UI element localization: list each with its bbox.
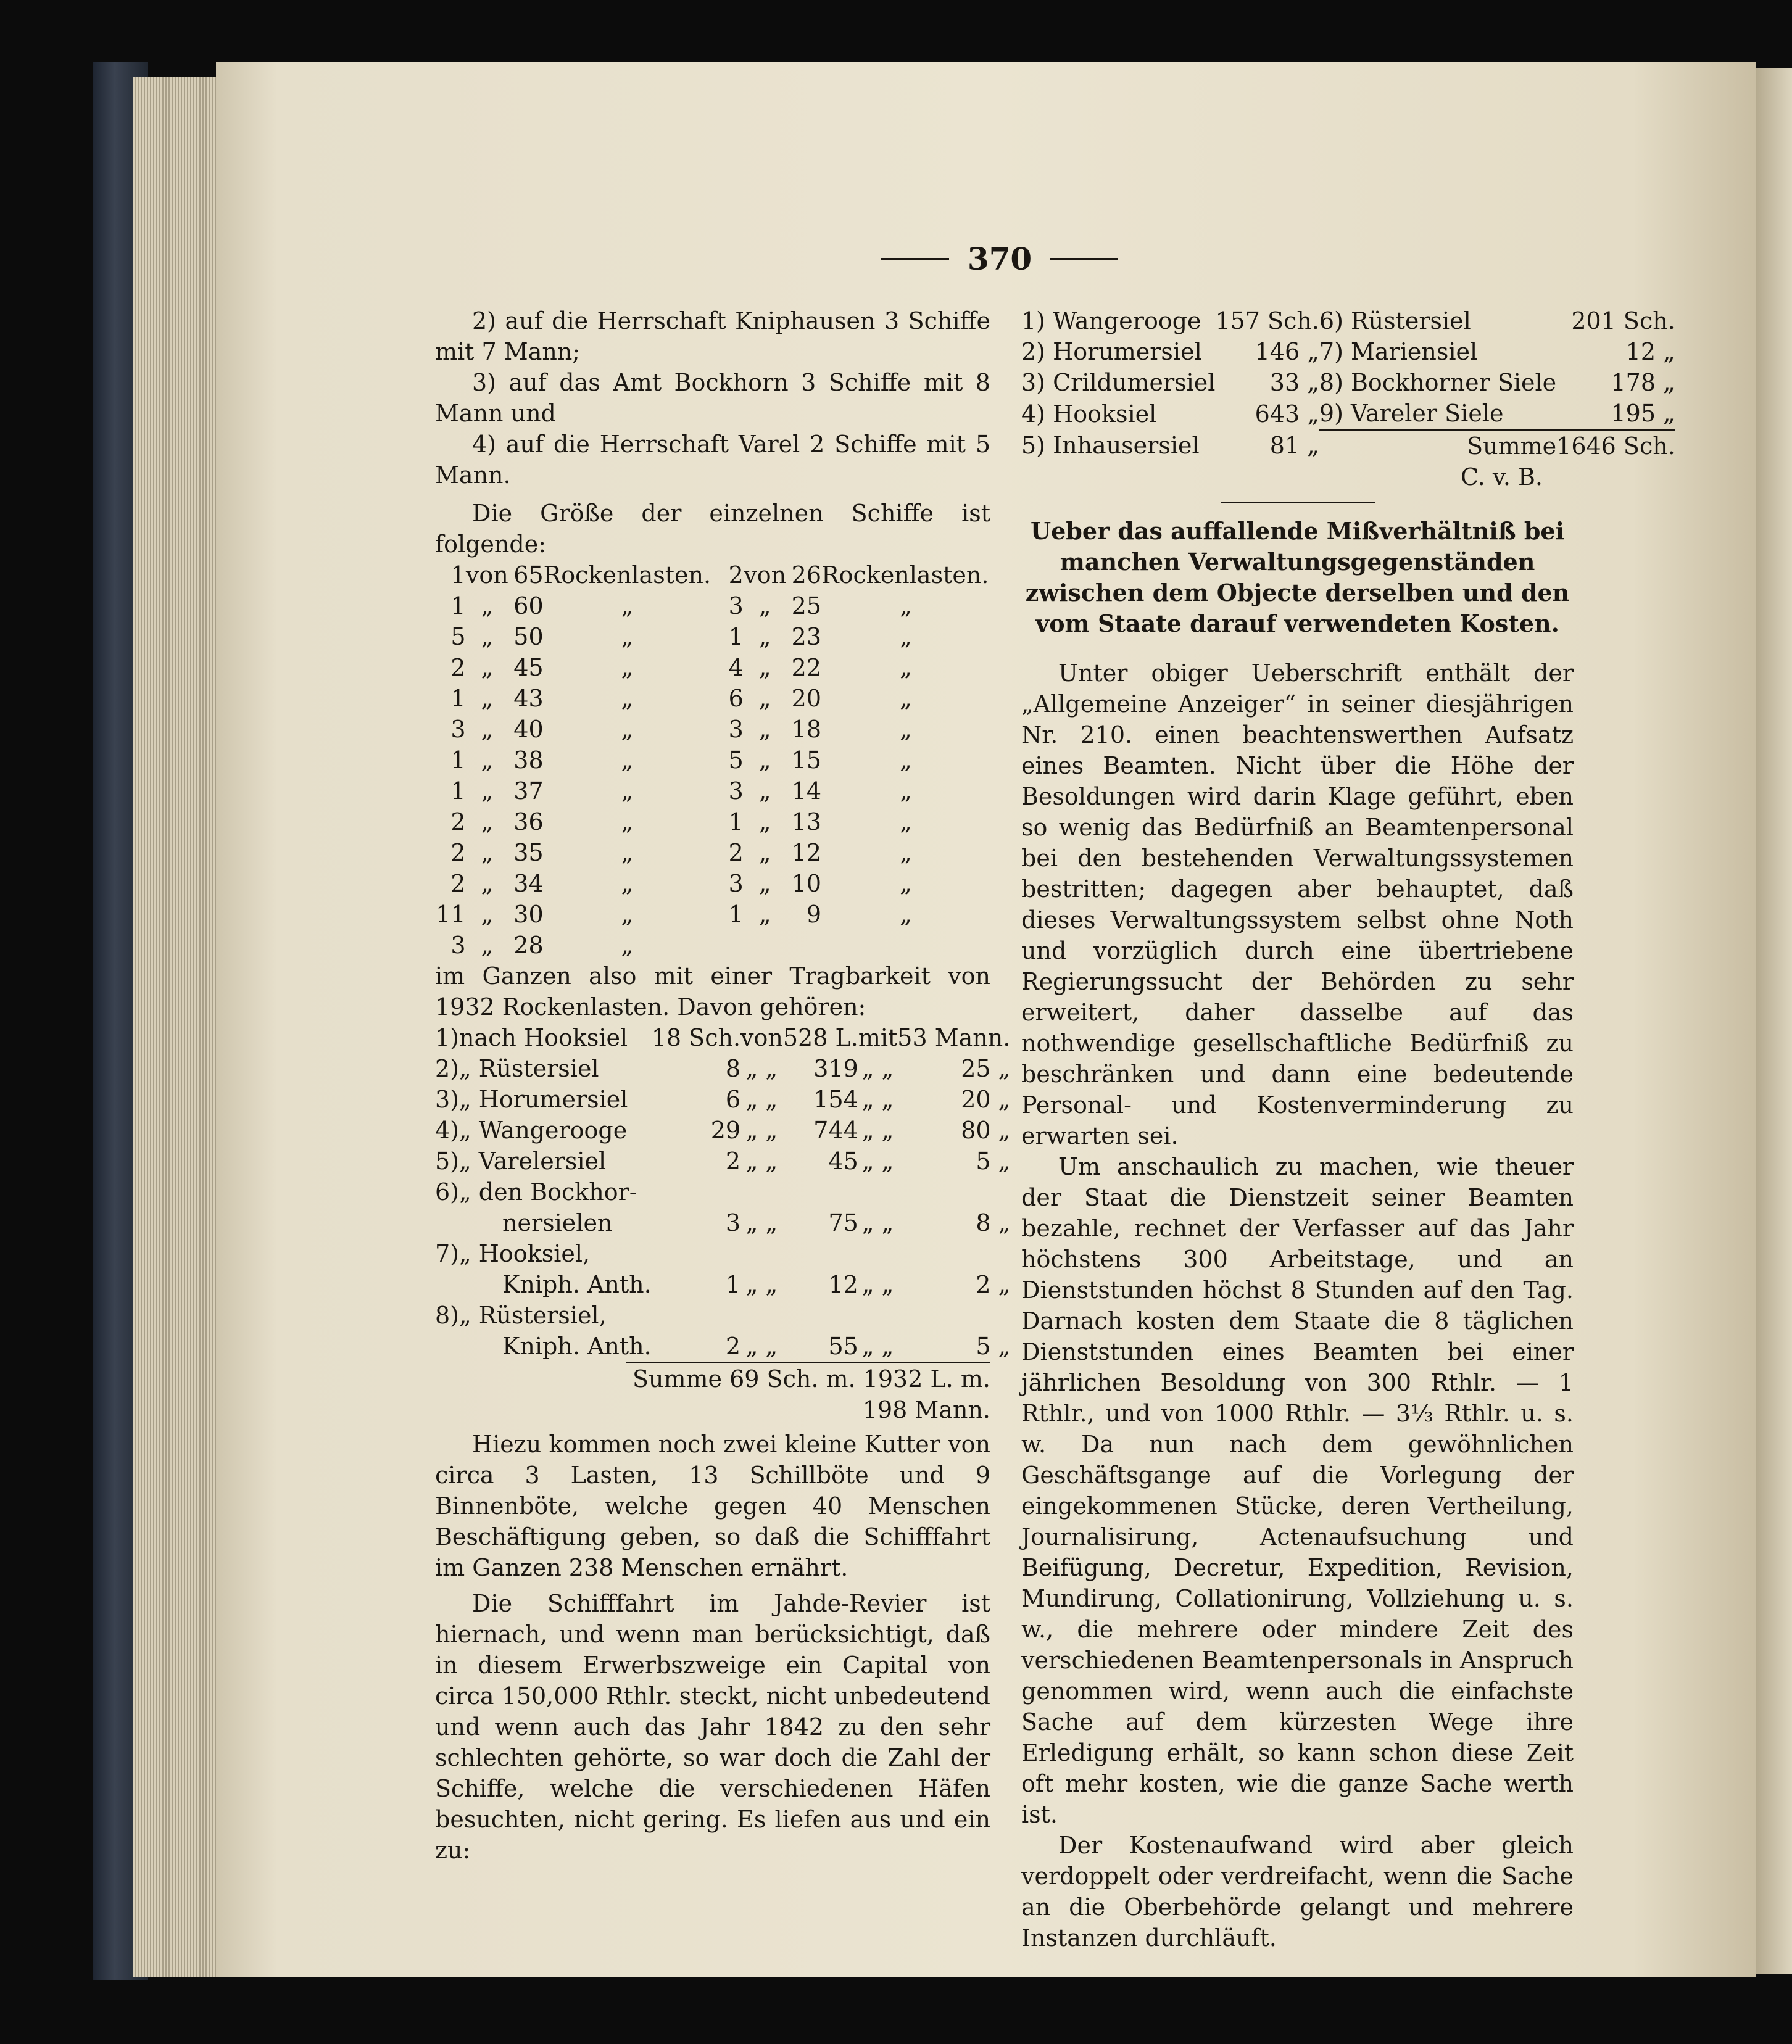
ship-cell: „ bbox=[758, 839, 771, 866]
visit-cell: 2) Horumersiel bbox=[1021, 338, 1202, 365]
port-cell bbox=[435, 1207, 459, 1238]
port-cell bbox=[783, 1300, 858, 1331]
ship-cell: 15 bbox=[791, 747, 822, 774]
ship-cell: 1 bbox=[450, 777, 466, 805]
port-cell: „ Hooksiel, bbox=[459, 1240, 591, 1267]
right-column bbox=[1021, 305, 1675, 1953]
port-cell bbox=[783, 1177, 858, 1207]
ship-cell: „ bbox=[621, 623, 634, 650]
port-cell: „ den Bockhor- bbox=[459, 1178, 637, 1206]
port-cell: „ „ bbox=[861, 1333, 894, 1360]
visit-cell: 195 „ bbox=[1611, 400, 1675, 427]
ship-cell: „ bbox=[621, 839, 634, 866]
ship-cell: „ bbox=[621, 716, 634, 743]
port-cell bbox=[897, 1238, 1010, 1269]
ship-cell: 6 bbox=[728, 685, 744, 712]
port-cell: 744 bbox=[813, 1117, 858, 1144]
ship-cell: „ bbox=[621, 870, 634, 897]
right-paragraph-2: Um anschaulich zu machen, wie theuer der Staat die Dienstzeit seiner Beamten bezahle, rechnet der Verfasser auf das Jahr höchstens 300 Arbeitstage, und an Dienststunden höchst 8 Stunden auf den Tag. Darnach kosten dem Staate die 8 täglichen Dienststunden eines Beamten bei einer jährlichen Besoldung von 300 Rthlr. — 1 Rthlr., und von 1000 Rthlr. — 3⅓ Rthlr. u. s. w. Da nun nach dem gewöhnlichen Geschäftsgange auf die Vorlegung der eingekommenen Stücke, deren Vertheilung, Journalisirung, Actenaufsuchung und Beifügung, Decretur, Expedition, Revision, Mundirung, Collationirung, Vollziehung u. s. w., die mehrere oder mindere Zeit des verschiedenen Beamtenpersonals in Anspruch genommen wird, wenn auch die einfachste Sache auf dem kürzesten Wege ihre Erledigung erhält, so kann schon diese Zeit oft mehr kosten, wie die ganze Sache werth ist. bbox=[1021, 1153, 1574, 1828]
ship-cell: „ bbox=[758, 747, 771, 774]
ship-cell: 5 bbox=[450, 623, 466, 650]
ship-cell: 1 bbox=[728, 808, 744, 835]
port-cell: 319 bbox=[813, 1055, 858, 1082]
left-paragraph-5: im Ganzen also mit einer Tragbarkeit von 1932 Rockenlasten. Davon gehören: bbox=[435, 962, 990, 1020]
port-cell: 2) bbox=[435, 1055, 460, 1082]
port-cell: 1 bbox=[725, 1271, 741, 1298]
table-row bbox=[435, 899, 990, 930]
left-column bbox=[435, 305, 1011, 1866]
left-paragraph-6: Hiezu kommen noch zwei kleine Kutter von circa 3 Lasten, 13 Schillböte und 9 Binnenböte, welche gegen 40 Menschen Beschäftigung geben, so daß die Schifffahrt im Ganzen 238 Menschen ernährt. bbox=[435, 1431, 990, 1581]
port-cell bbox=[435, 1269, 459, 1300]
visit-cell: 9) Vareler Siele bbox=[1319, 400, 1504, 427]
ship-cell: „ bbox=[758, 901, 771, 928]
table-row bbox=[435, 1177, 1010, 1207]
ship-cell: 25 bbox=[791, 592, 822, 619]
page-number: 370 bbox=[967, 241, 1032, 277]
ship-cell: „ bbox=[900, 685, 912, 712]
port-cell: von bbox=[740, 1024, 783, 1051]
ship-cell: 35 bbox=[513, 839, 544, 866]
table-row bbox=[1021, 305, 1675, 336]
ship-cell: 18 bbox=[791, 716, 822, 743]
port-cell bbox=[740, 1238, 783, 1269]
visit-cell: 12 „ bbox=[1625, 338, 1675, 365]
ship-cell: 4 bbox=[728, 654, 744, 681]
ship-cell: 11 bbox=[436, 901, 466, 928]
visit-cell: 146 „ bbox=[1255, 338, 1319, 365]
ship-cell bbox=[744, 930, 787, 961]
port-cell: 8 „ bbox=[976, 1209, 1011, 1236]
ship-cell: „ bbox=[900, 839, 912, 866]
left-paragraph-1: 2) auf die Herrschaft Kniphausen 3 Schiffe mit 7 Mann; bbox=[435, 307, 990, 365]
ship-cell: 20 bbox=[791, 685, 822, 712]
ship-cell: 23 bbox=[791, 623, 822, 650]
port-cell: „ „ bbox=[861, 1055, 894, 1082]
port-cell: „ „ bbox=[745, 1271, 778, 1298]
ship-cell: „ bbox=[900, 747, 912, 774]
port-cell: 154 bbox=[813, 1086, 858, 1113]
visit-cell: 6) Rüstersiel bbox=[1319, 307, 1471, 334]
ship-cell: „ bbox=[621, 777, 634, 805]
port-cell: „ Rüstersiel bbox=[459, 1055, 599, 1082]
ship-cell: 60 bbox=[513, 592, 544, 619]
port-cell: „ „ bbox=[745, 1209, 778, 1236]
ship-cell: „ bbox=[621, 808, 634, 835]
visit-cell: 178 „ bbox=[1611, 369, 1675, 396]
ship-cell: von bbox=[744, 561, 787, 589]
ship-cell: Rockenlasten. bbox=[543, 561, 711, 589]
port-cell: 6 bbox=[725, 1086, 741, 1113]
ship-cell: „ bbox=[758, 623, 771, 650]
ship-cell: „ bbox=[481, 716, 494, 743]
ship-cell: „ bbox=[900, 870, 912, 897]
port-cell: „ „ bbox=[861, 1117, 894, 1144]
header-rule-right bbox=[1050, 258, 1118, 260]
port-cell: 2 „ bbox=[976, 1271, 1011, 1298]
left-paragraph-4: Die Größe der einzelnen Schiffe ist folgende: bbox=[435, 500, 990, 558]
page-header bbox=[839, 241, 1160, 284]
ship-cell: 2 bbox=[728, 839, 744, 866]
ship-cell: „ bbox=[758, 685, 771, 712]
left-paragraph-2: 3) auf das Amt Bockhorn 3 Schiffe mit 8 Mann und bbox=[435, 369, 990, 427]
port-cell: „ „ bbox=[745, 1055, 778, 1082]
port-cell bbox=[858, 1238, 897, 1269]
port-cell: „ Rüstersiel, bbox=[459, 1302, 607, 1329]
ship-cell: Rockenlasten. bbox=[821, 561, 989, 589]
left-paragraph-7: Die Schifffahrt im Jahde-Revier ist hiernach, und wenn man berücksichtigt, daß in diesem Erwerbszweige ein Capital von circa 150,000 Rthlr. steckt, nicht unbedeutend und wenn auch das Jahr 1842 zu den sehr schlechten gehörte, so war doch die Zahl der Schiffe, welche die verschiedenen Häfen besuchten, nicht gering. Es liefen aus und ein zu: bbox=[435, 1590, 990, 1864]
visit-cell: 8) Bockhorner Siele bbox=[1319, 369, 1557, 396]
ship-cell: 1 bbox=[450, 747, 466, 774]
port-cell: 528 L. bbox=[782, 1024, 858, 1051]
port-cell bbox=[435, 1331, 459, 1362]
ship-cell: „ bbox=[621, 932, 634, 959]
table-row bbox=[435, 1022, 1010, 1053]
ship-cell: 2 bbox=[450, 870, 466, 897]
table-row bbox=[435, 683, 990, 714]
ship-cell: „ bbox=[621, 685, 634, 712]
ship-cell: „ bbox=[758, 716, 771, 743]
ship-cell: 3 bbox=[728, 777, 744, 805]
visit-cell: Summe bbox=[1319, 430, 1556, 462]
port-cell bbox=[652, 1300, 740, 1331]
ship-cell: 5 bbox=[728, 747, 744, 774]
port-cell: „ Wangerooge bbox=[459, 1117, 628, 1144]
table-row bbox=[435, 837, 990, 868]
port-cell: „ „ bbox=[861, 1271, 894, 1298]
table-row bbox=[435, 868, 990, 899]
ship-cell: „ bbox=[621, 592, 634, 619]
ship-cell: „ bbox=[481, 932, 494, 959]
port-cell: „ „ bbox=[745, 1148, 778, 1175]
port-cell: 7) bbox=[435, 1240, 460, 1267]
port-cell bbox=[897, 1300, 1010, 1331]
signature: C. v. B. bbox=[1461, 463, 1543, 490]
ship-cell: „ bbox=[621, 747, 634, 774]
port-cell bbox=[897, 1177, 1010, 1207]
ship-cell: 2 bbox=[450, 839, 466, 866]
port-cell: Kniph. Anth. bbox=[502, 1271, 652, 1298]
table-row bbox=[435, 1084, 1010, 1115]
visit-cell: 3) Crildumersiel bbox=[1021, 369, 1216, 396]
visit-cell: 201 Sch. bbox=[1571, 307, 1675, 334]
visit-cell: 33 „ bbox=[1269, 369, 1319, 396]
ship-cell: 50 bbox=[513, 623, 544, 650]
ship-cell: „ bbox=[481, 870, 494, 897]
ship-cell: 2 bbox=[450, 654, 466, 681]
ship-cell: 36 bbox=[513, 808, 544, 835]
port-cell: „ „ bbox=[745, 1117, 778, 1144]
port-cell: 2 bbox=[725, 1148, 741, 1175]
ship-cell: 34 bbox=[513, 870, 544, 897]
ship-cell: „ bbox=[481, 747, 494, 774]
ship-cell: „ bbox=[621, 654, 634, 681]
table-row bbox=[435, 1269, 1010, 1300]
port-sum: Summe 69 Sch. m. 1932 L. m. 198 Mann. bbox=[632, 1365, 990, 1423]
ship-cell: 28 bbox=[513, 932, 544, 959]
ship-cell: 10 bbox=[791, 870, 822, 897]
table-row bbox=[435, 1331, 1010, 1362]
port-cell: 20 „ bbox=[961, 1086, 1011, 1113]
ship-cell: 43 bbox=[513, 685, 544, 712]
ship-cell: „ bbox=[758, 808, 771, 835]
port-cell bbox=[858, 1177, 897, 1207]
ship-cell: 65 bbox=[513, 561, 544, 589]
port-cell: 6) bbox=[435, 1178, 460, 1206]
table-row bbox=[435, 806, 990, 837]
table-row bbox=[1021, 430, 1675, 462]
table-row bbox=[435, 1238, 1010, 1269]
port-cell: Kniph. Anth. bbox=[502, 1333, 652, 1360]
table-row bbox=[435, 714, 990, 745]
table-row bbox=[435, 652, 990, 683]
ship-cell: „ bbox=[758, 592, 771, 619]
ship-cell: 26 bbox=[791, 561, 822, 589]
table-row bbox=[435, 590, 990, 621]
ship-cell: 12 bbox=[791, 839, 822, 866]
port-cell: „ „ bbox=[861, 1148, 894, 1175]
ship-cell: 1 bbox=[728, 901, 744, 928]
ship-cell: 40 bbox=[513, 716, 544, 743]
table-row bbox=[1021, 336, 1675, 367]
visit-cell: 1646 Sch. bbox=[1556, 430, 1675, 462]
port-cell: 80 „ bbox=[961, 1117, 1011, 1144]
ship-cell: „ bbox=[481, 623, 494, 650]
table-row bbox=[435, 1207, 1010, 1238]
ship-cell: 2 bbox=[450, 808, 466, 835]
ship-cell: „ bbox=[481, 839, 494, 866]
port-cell: 8 bbox=[725, 1055, 741, 1082]
visit-cell: 643 „ bbox=[1255, 400, 1319, 428]
right-paragraph-3: Der Kostenaufwand wird aber gleich verdoppelt oder verdreifacht, wenn die Sache an die Oberbehörde gelangt und mehrere Instanzen durchläuft. bbox=[1021, 1832, 1574, 1951]
port-cell: nach Hooksiel bbox=[459, 1024, 628, 1051]
ship-cell: 3 bbox=[450, 932, 466, 959]
ship-cell: „ bbox=[900, 901, 912, 928]
ship-cell bbox=[821, 930, 990, 961]
visit-cell: 7) Mariensiel bbox=[1319, 338, 1478, 365]
port-cell: 25 „ bbox=[961, 1055, 1011, 1082]
ship-cell: 3 bbox=[728, 716, 744, 743]
ship-cell: 1 bbox=[728, 623, 744, 650]
table-row bbox=[435, 745, 990, 776]
ship-cell: 3 bbox=[728, 592, 744, 619]
ship-cell: 3 bbox=[728, 870, 744, 897]
port-cell: 5 „ bbox=[976, 1148, 1011, 1175]
port-cell: 53 Mann. bbox=[897, 1024, 1011, 1051]
ship-cell: „ bbox=[900, 808, 912, 835]
port-cell: 29 bbox=[710, 1117, 741, 1144]
ship-cell: „ bbox=[900, 777, 912, 805]
port-distribution-table bbox=[435, 1022, 1010, 1362]
table-row bbox=[1021, 367, 1675, 398]
ship-cell: 22 bbox=[791, 654, 822, 681]
ship-cell: „ bbox=[900, 654, 912, 681]
port-cell: mit bbox=[858, 1024, 898, 1051]
table-row bbox=[435, 1053, 1010, 1084]
section-divider bbox=[1221, 502, 1375, 503]
port-cell bbox=[652, 1177, 740, 1207]
ship-cell: „ bbox=[481, 777, 494, 805]
next-page-edge bbox=[1756, 68, 1792, 1974]
table-row bbox=[435, 776, 990, 806]
port-cell: 75 bbox=[828, 1209, 858, 1236]
ship-cell: 1 bbox=[450, 592, 466, 619]
port-cell: 12 bbox=[828, 1271, 858, 1298]
port-cell: 5) bbox=[435, 1148, 460, 1175]
ship-cell: „ bbox=[621, 901, 634, 928]
table-row bbox=[435, 1115, 1010, 1146]
ship-cell: 9 bbox=[806, 901, 822, 928]
left-paragraph-3: 4) auf die Herrschaft Varel 2 Schiffe mit 5 Mann. bbox=[435, 431, 990, 489]
port-cell bbox=[652, 1238, 740, 1269]
table-row bbox=[435, 930, 990, 961]
port-cell: 3) bbox=[435, 1086, 460, 1113]
ship-cell: 37 bbox=[513, 777, 544, 805]
summary-rule bbox=[626, 1362, 990, 1425]
port-cell: „ Horumersiel bbox=[459, 1086, 628, 1113]
ship-cell: „ bbox=[481, 654, 494, 681]
ship-cell: 3 bbox=[450, 716, 466, 743]
ship-cell bbox=[711, 930, 744, 961]
ship-cell: von bbox=[465, 561, 508, 589]
ship-cell: „ bbox=[481, 685, 494, 712]
ship-cell bbox=[787, 930, 822, 961]
ship-cell: „ bbox=[900, 623, 912, 650]
ship-cell: „ bbox=[758, 654, 771, 681]
ship-cell: „ bbox=[481, 592, 494, 619]
visit-cell: 5) Inhausersiel bbox=[1021, 432, 1200, 460]
port-cell: 45 bbox=[828, 1148, 858, 1175]
port-cell: 4) bbox=[435, 1117, 460, 1144]
page-edges bbox=[133, 77, 225, 1977]
port-cell bbox=[740, 1177, 783, 1207]
table-row bbox=[435, 560, 990, 590]
table-row bbox=[1021, 398, 1675, 430]
right-paragraph-1: Unter obiger Ueberschrift enthält der „Allgemeine Anzeiger“ in seiner diesjährigen Nr. 210. einen beachtenswerthen Aufsatz eines Beamten. Nicht über die Höhe der Besoldungen wird darin Klage geführt, eben so wenig das Bedürfniß an Beamtenpersonal bei den bestehenden Verwaltungssystemen bestritten; dagegen aber behauptet, daß dieses Verwaltungssystem selbst ohne Noth und vorzüglich durch eine übertriebene Regierungssucht der Behörden zu sehr erweitert, daher dasselbe auf das nothwendige gesellschaftliche Bedürfniß zu beschränken und dann eine bedeutende Personal- und Kostenverminderung zu erwarten sei. bbox=[1021, 660, 1574, 1149]
table-row bbox=[435, 621, 990, 652]
port-cell: nersielen bbox=[502, 1209, 613, 1236]
port-cell bbox=[783, 1238, 858, 1269]
port-cell: „ Varelersiel bbox=[459, 1148, 607, 1175]
ship-cell: 2 bbox=[728, 561, 744, 589]
port-cell: „ „ bbox=[861, 1209, 894, 1236]
ship-cell: 38 bbox=[513, 747, 544, 774]
ship-cell: „ bbox=[481, 901, 494, 928]
visit-cell: 157 Sch. bbox=[1215, 307, 1319, 334]
ship-cell: 13 bbox=[791, 808, 822, 835]
ship-cell: 30 bbox=[513, 901, 544, 928]
ship-visits-table bbox=[1021, 305, 1675, 461]
ship-cell: „ bbox=[481, 808, 494, 835]
port-cell: „ „ bbox=[861, 1086, 894, 1113]
table-row bbox=[435, 1300, 1010, 1331]
ship-cell: 14 bbox=[791, 777, 822, 805]
ship-cell: „ bbox=[900, 592, 912, 619]
port-cell bbox=[740, 1300, 783, 1331]
port-cell: 18 Sch. bbox=[651, 1024, 741, 1051]
ship-cell: 1 bbox=[450, 685, 466, 712]
port-cell: „ „ bbox=[745, 1333, 778, 1360]
ship-cell: „ bbox=[900, 716, 912, 743]
port-cell bbox=[858, 1300, 897, 1331]
ship-cell: „ bbox=[758, 777, 771, 805]
table-row bbox=[435, 1146, 1010, 1177]
article-heading: Ueber das auffallende Mißverhältniß bei manchen Verwaltungsgegenständen zwischen dem Objecte derselben und den vom Staate darauf verwendeten Kosten. bbox=[1025, 517, 1570, 637]
ship-cell: „ bbox=[758, 870, 771, 897]
ship-cell: 45 bbox=[513, 654, 544, 681]
port-cell: 3 bbox=[725, 1209, 741, 1236]
port-cell: 8) bbox=[435, 1302, 460, 1329]
visit-cell: 1) Wangerooge bbox=[1021, 307, 1201, 334]
visit-cell: 81 „ bbox=[1269, 432, 1319, 460]
port-cell: 1) bbox=[435, 1024, 460, 1051]
header-rule-left bbox=[881, 258, 949, 260]
visit-cell: 4) Hooksiel bbox=[1021, 400, 1157, 428]
port-cell: „ „ bbox=[745, 1086, 778, 1113]
port-cell: 2 bbox=[725, 1333, 741, 1360]
port-cell: 5 „ bbox=[976, 1333, 1011, 1360]
ship-cell: 1 bbox=[450, 561, 466, 589]
ship-size-table bbox=[435, 560, 990, 961]
port-cell: 55 bbox=[828, 1333, 858, 1360]
